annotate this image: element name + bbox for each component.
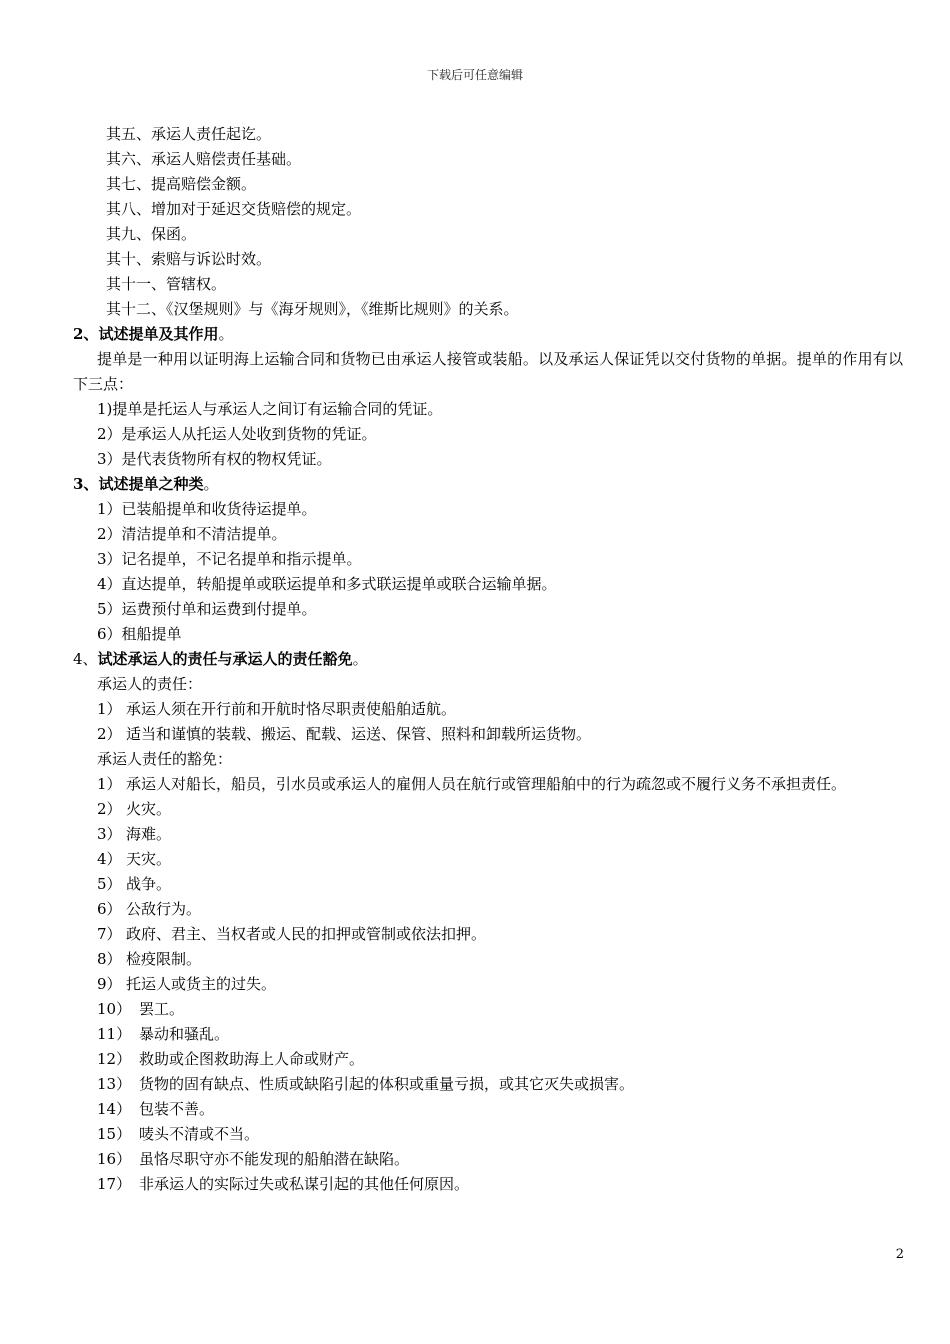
item-text: 公敌行为。 <box>126 900 202 918</box>
intro-item: 其十、索赔与诉讼时效。 <box>106 250 272 268</box>
item-text: 唛头不清或不当。 <box>139 1125 260 1143</box>
page-header: 下载后可任意编辑 <box>426 68 523 82</box>
intro-item: 其六、承运人赔偿责任基础。 <box>106 150 302 168</box>
numbered-item <box>73 822 903 847</box>
item-number: 12） <box>97 1050 132 1068</box>
item-text: 战争。 <box>126 875 172 893</box>
item-text: 罢工。 <box>139 1000 185 1018</box>
item-number: 14） <box>97 1100 132 1118</box>
item-number: 2） <box>97 725 122 743</box>
numbered-item <box>73 1172 903 1197</box>
section-title-tail: 。 <box>352 650 368 668</box>
subsection-label: 承运人的责任： <box>97 675 203 693</box>
item-text: 虽恪尽职守亦不能发现的船舶潜在缺陷。 <box>139 1150 410 1168</box>
section-3-heading <box>73 472 903 497</box>
item-number: 11） <box>97 1025 132 1043</box>
numbered-item <box>73 1022 903 1047</box>
item-number: 5） <box>97 875 122 893</box>
document-body <box>73 122 903 1197</box>
item-text: 暴动和骚乱。 <box>139 1025 230 1043</box>
numbered-item <box>73 922 903 947</box>
section-title-tail: 。 <box>218 325 234 343</box>
list-item: 4）直达提单，转船提单或联运提单和多式联运提单或联合运输单据。 <box>97 575 557 593</box>
item-number: 8） <box>97 950 122 968</box>
list-item: 1）已装船提单和收货待运提单。 <box>97 500 317 518</box>
item-number: 16） <box>97 1150 132 1168</box>
item-text: 检疫限制。 <box>126 950 202 968</box>
section-2-heading <box>73 322 903 347</box>
page-number: 2 <box>895 1247 904 1262</box>
list-item: 2）是承运人从托运人处收到货物的凭证。 <box>97 425 377 443</box>
item-number: 1） <box>97 775 122 793</box>
list-item: 5）运费预付单和运费到付提单。 <box>97 600 317 618</box>
numbered-item <box>73 997 903 1022</box>
intro-item: 其九、保函。 <box>106 225 197 243</box>
numbered-item <box>73 947 903 972</box>
item-number: 7） <box>97 925 122 943</box>
item-number: 6） <box>97 900 122 918</box>
numbered-item <box>73 722 903 747</box>
item-text: 天灾。 <box>126 850 172 868</box>
subsection-label: 承运人责任的豁免： <box>97 750 233 768</box>
item-text: 适当和谨慎的装载、搬运、配载、运送、保管、照料和卸载所运货物。 <box>126 725 592 743</box>
list-item: 6）租船提单 <box>97 625 182 643</box>
item-text: 承运人须在开行前和开航时恪尽职责使船舶适航。 <box>126 700 457 718</box>
item-number: 9） <box>97 975 122 993</box>
section-4-heading <box>73 647 903 672</box>
intro-item: 其十二、《汉堡规则》与《海牙规则》，《维斯比规则》的关系。 <box>106 300 519 318</box>
numbered-item <box>73 772 903 797</box>
intro-item: 其七、提高赔偿金额。 <box>106 175 257 193</box>
item-text: 承运人对船长，船员，引水员或承运人的雇佣人员在航行或管理船舶中的行为疏忽或不履行义务不承担责任。 <box>126 775 847 793</box>
list-item: 3）记名提单，不记名提单和指示提单。 <box>97 550 362 568</box>
item-number: 4） <box>97 850 122 868</box>
intro-item: 其十一、管辖权。 <box>106 275 227 293</box>
item-number: 10） <box>97 1000 132 1018</box>
numbered-item <box>73 1072 903 1097</box>
section-title: 试述承运人的责任与承运人的责任豁免 <box>97 650 353 668</box>
section-title-tail: 。 <box>203 475 219 493</box>
item-text: 货物的固有缺点、性质或缺陷引起的体积或重量亏损，或其它灭失或损害。 <box>139 1075 635 1093</box>
list-item: 2）清洁提单和不清洁提单。 <box>97 525 287 543</box>
item-number: 17） <box>97 1175 132 1193</box>
item-text: 海难。 <box>126 825 172 843</box>
item-text: 包装不善。 <box>139 1100 215 1118</box>
item-number: 15） <box>97 1125 132 1143</box>
item-text: 托运人或货主的过失。 <box>126 975 277 993</box>
numbered-item <box>73 697 903 722</box>
section-title: 试述提单之种类 <box>98 475 204 493</box>
item-number: 13） <box>97 1075 132 1093</box>
intro-item: 其八、增加对于延迟交货赔偿的规定。 <box>106 200 362 218</box>
item-text: 火灾。 <box>126 800 172 818</box>
item-number: 2） <box>97 800 122 818</box>
intro-item: 其五、承运人责任起讫。 <box>106 125 272 143</box>
item-text: 救助或企图救助海上人命或财产。 <box>139 1050 365 1068</box>
section-number: 3、 <box>73 475 99 493</box>
section-number: 4、 <box>73 650 98 668</box>
item-number: 3） <box>97 825 122 843</box>
section-title: 试述提单及其作用 <box>98 325 219 343</box>
item-text: 非承运人的实际过失或私谋引起的其他任何原因。 <box>139 1175 470 1193</box>
numbered-item <box>73 847 903 872</box>
numbered-item <box>73 1122 903 1147</box>
section-number: 2、 <box>73 325 99 343</box>
numbered-item <box>73 1147 903 1172</box>
list-item: 1)提单是托运人与承运人之间订有运输合同的凭证。 <box>97 400 443 418</box>
numbered-item <box>73 797 903 822</box>
numbered-item <box>73 897 903 922</box>
item-number: 1） <box>97 700 122 718</box>
item-text: 政府、君主、当权者或人民的扣押或管制或依法扣押。 <box>126 925 487 943</box>
numbered-item <box>73 1097 903 1122</box>
section-2-paragraph: 提单是一种用以证明海上运输合同和货物已由承运人接管或装船。以及承运人保证凭以交付货物的单据。提单的作用有以下三点： <box>73 350 903 393</box>
numbered-item <box>73 972 903 997</box>
numbered-item <box>73 1047 903 1072</box>
numbered-item <box>73 872 903 897</box>
list-item: 3）是代表货物所有权的物权凭证。 <box>97 450 332 468</box>
